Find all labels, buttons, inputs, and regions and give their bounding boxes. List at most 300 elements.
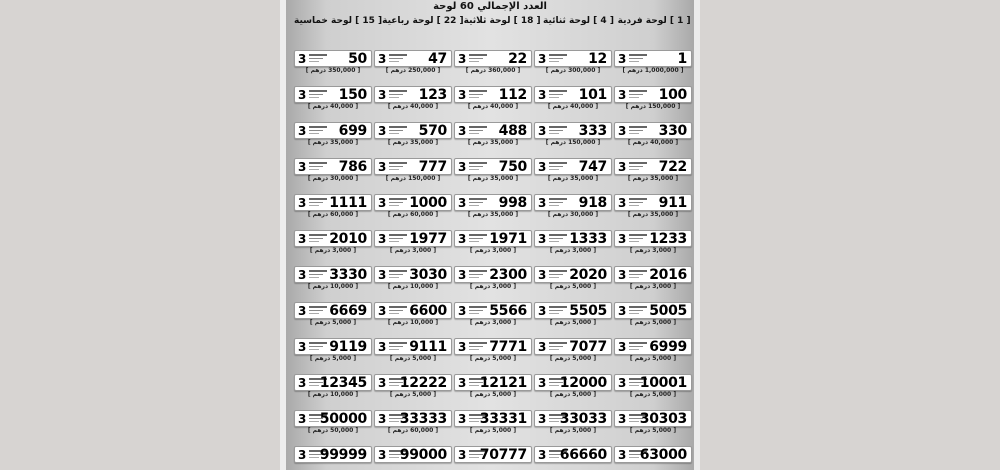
plate-price: [ 5,000 درهم ] xyxy=(549,283,597,290)
sharjah-emblem-icon xyxy=(469,89,489,101)
sharjah-emblem-icon xyxy=(389,269,409,281)
plate-price: [ 35,000 درهم ] xyxy=(387,139,439,146)
plate-code: 3 xyxy=(298,412,307,426)
sharjah-emblem-icon xyxy=(469,233,489,245)
plate-code: 3 xyxy=(538,88,547,102)
plate-code: 3 xyxy=(618,232,627,246)
sharjah-emblem-icon xyxy=(629,341,649,353)
plate-price: [ 10,000 درهم ] xyxy=(307,283,359,290)
sharjah-emblem-icon xyxy=(469,125,489,137)
plate-number: 112 xyxy=(498,87,527,103)
plate-number: 5505 xyxy=(569,303,607,319)
plate-price: [ 40,000 درهم ] xyxy=(627,139,679,146)
header-double: [ 4 ] لوحة ثنائية xyxy=(542,16,614,26)
license-plate xyxy=(454,230,532,247)
plate-cell xyxy=(614,158,692,180)
plate-code: 3 xyxy=(298,268,307,282)
license-plate xyxy=(614,302,692,319)
plate-number: 100 xyxy=(658,87,687,103)
plate-cell xyxy=(614,122,692,144)
plate-code: 3 xyxy=(538,268,547,282)
license-plate xyxy=(614,158,692,175)
plate-number: 6669 xyxy=(329,303,367,319)
plate-cell xyxy=(614,410,692,432)
plate-number: 1971 xyxy=(489,231,527,247)
sharjah-emblem-icon xyxy=(469,197,489,209)
plate-number: 333 xyxy=(578,123,607,139)
plate-cell xyxy=(454,122,532,144)
plate-cell xyxy=(534,230,612,252)
license-plate xyxy=(614,374,692,391)
plate-price: [ 10,000 درهم ] xyxy=(307,391,359,398)
plate-code: 3 xyxy=(538,52,547,66)
plate-cell xyxy=(294,86,372,108)
sharjah-emblem-icon xyxy=(549,89,569,101)
plate-cell xyxy=(294,374,372,396)
plate-cell xyxy=(534,158,612,180)
sharjah-emblem-icon xyxy=(309,233,329,245)
license-plate xyxy=(534,338,612,355)
plate-price: [ 40,000 درهم ] xyxy=(387,103,439,110)
plate-cell xyxy=(614,374,692,396)
plate-price: [ 40,000 درهم ] xyxy=(467,103,519,110)
plate-code: 3 xyxy=(538,232,547,246)
plate-price: [ 5,000 درهم ] xyxy=(549,355,597,362)
plate-code: 3 xyxy=(378,88,387,102)
license-plate xyxy=(534,374,612,391)
plate-price: [ 350,000 درهم ] xyxy=(305,67,361,74)
plates-grid xyxy=(294,50,692,468)
sharjah-emblem-icon xyxy=(629,269,649,281)
plate-code: 3 xyxy=(378,376,387,390)
sharjah-emblem-icon xyxy=(389,161,409,173)
license-plate xyxy=(614,230,692,247)
plate-price: [ 3,000 درهم ] xyxy=(469,247,517,254)
plate-price: [ 60,000 درهم ] xyxy=(387,427,439,434)
plate-price: [ 5,000 درهم ] xyxy=(629,319,677,326)
license-plate xyxy=(614,194,692,211)
license-plate xyxy=(294,302,372,319)
plate-cell xyxy=(534,266,612,288)
sharjah-emblem-icon xyxy=(309,161,329,173)
plate-code: 3 xyxy=(538,196,547,210)
sharjah-emblem-icon xyxy=(549,269,569,281)
license-plate xyxy=(374,158,452,175)
license-plate xyxy=(454,266,532,283)
plate-code: 3 xyxy=(298,160,307,174)
plate-code: 3 xyxy=(538,340,547,354)
plate-price: [ 5,000 درهم ] xyxy=(549,391,597,398)
plate-price: [ 50,000 درهم ] xyxy=(307,427,359,434)
license-plate xyxy=(294,266,372,283)
license-plate xyxy=(534,86,612,103)
plate-code: 3 xyxy=(618,160,627,174)
plate-cell xyxy=(534,86,612,108)
plate-price: [ 150,000 درهم ] xyxy=(385,175,441,182)
sharjah-emblem-icon xyxy=(309,89,329,101)
license-plate xyxy=(294,338,372,355)
plate-cell xyxy=(374,374,452,396)
plate-number: 2010 xyxy=(329,231,367,247)
plate-number: 50000 xyxy=(319,411,367,427)
plate-code: 3 xyxy=(378,304,387,318)
plate-price: [ 35,000 درهم ] xyxy=(547,175,599,182)
plate-code: 3 xyxy=(378,412,387,426)
plate-price: [ 35,000 درهم ] xyxy=(467,175,519,182)
header-triple: [ 18 ] لوحة ثلاثية xyxy=(463,16,541,26)
sharjah-emblem-icon xyxy=(549,341,569,353)
plate-code: 3 xyxy=(458,304,467,318)
sharjah-emblem-icon xyxy=(389,125,409,137)
sharjah-emblem-icon xyxy=(549,125,569,137)
plate-price: [ 35,000 درهم ] xyxy=(467,139,519,146)
plate-number: 33033 xyxy=(559,411,607,427)
plate-number: 699 xyxy=(338,123,367,139)
plate-number: 1111 xyxy=(329,195,367,211)
license-plate xyxy=(454,86,532,103)
plate-code: 3 xyxy=(378,196,387,210)
license-plate xyxy=(454,446,532,463)
plate-number: 150 xyxy=(338,87,367,103)
plate-number: 1977 xyxy=(409,231,447,247)
license-plate xyxy=(454,302,532,319)
license-plate xyxy=(374,410,452,427)
plate-price: [ 3,000 درهم ] xyxy=(549,247,597,254)
license-plate xyxy=(614,338,692,355)
plate-cell xyxy=(534,302,612,324)
plate-price: [ 40,000 درهم ] xyxy=(547,103,599,110)
category-headers xyxy=(294,16,692,32)
plate-price: [ 3,000 درهم ] xyxy=(469,283,517,290)
sharjah-emblem-icon xyxy=(469,161,489,173)
sharjah-emblem-icon xyxy=(309,269,329,281)
license-plate xyxy=(534,230,612,247)
plate-price: [ 5,000 درهم ] xyxy=(629,355,677,362)
license-plate xyxy=(374,230,452,247)
plate-cell xyxy=(454,230,532,252)
plate-cell xyxy=(374,446,452,468)
sharjah-emblem-icon xyxy=(549,197,569,209)
plate-number: 7771 xyxy=(489,339,527,355)
license-plate xyxy=(294,194,372,211)
license-plate xyxy=(454,374,532,391)
sharjah-emblem-icon xyxy=(629,305,649,317)
plate-code: 3 xyxy=(458,232,467,246)
license-plate xyxy=(614,122,692,139)
plate-number: 12121 xyxy=(479,375,527,391)
plate-price: [ 35,000 درهم ] xyxy=(307,139,359,146)
plate-number: 786 xyxy=(338,159,367,175)
plate-cell xyxy=(614,50,692,72)
plate-number: 12222 xyxy=(399,375,447,391)
plate-cell xyxy=(454,194,532,216)
plate-code: 3 xyxy=(618,304,627,318)
plate-code: 3 xyxy=(458,124,467,138)
license-plate xyxy=(454,194,532,211)
license-plate xyxy=(534,302,612,319)
license-plate xyxy=(534,194,612,211)
plate-code: 3 xyxy=(538,376,547,390)
plate-number: 2020 xyxy=(569,267,607,283)
plate-code: 3 xyxy=(298,52,307,66)
plate-price: [ 60,000 درهم ] xyxy=(307,211,359,218)
plate-price: [ 150,000 درهم ] xyxy=(625,103,681,110)
plate-code: 3 xyxy=(298,376,307,390)
license-plate xyxy=(534,122,612,139)
plate-number: 12 xyxy=(588,51,607,67)
plate-number: 5566 xyxy=(489,303,527,319)
plate-cell xyxy=(454,86,532,108)
plate-code: 3 xyxy=(618,52,627,66)
sharjah-emblem-icon xyxy=(309,197,329,209)
plate-code: 3 xyxy=(538,412,547,426)
license-plate xyxy=(374,374,452,391)
sharjah-emblem-icon xyxy=(629,161,649,173)
plate-code: 3 xyxy=(378,268,387,282)
plate-price: [ 5,000 درهم ] xyxy=(469,391,517,398)
plate-number: 722 xyxy=(658,159,687,175)
plate-cell xyxy=(534,374,612,396)
plate-price: [ 5,000 درهم ] xyxy=(629,427,677,434)
plate-price: [ 5,000 درهم ] xyxy=(389,355,437,362)
plate-number: 66660 xyxy=(559,447,607,463)
sharjah-emblem-icon xyxy=(389,341,409,353)
license-plate xyxy=(614,86,692,103)
plate-price: [ 3,000 درهم ] xyxy=(629,283,677,290)
license-plate xyxy=(374,302,452,319)
plate-code: 3 xyxy=(538,304,547,318)
plate-price: [ 30,000 درهم ] xyxy=(547,211,599,218)
plate-number: 12345 xyxy=(319,375,367,391)
plate-price: [ 3,000 درهم ] xyxy=(389,247,437,254)
total-count-title: العدد الإجمالي 60 لوحة xyxy=(433,1,547,12)
plate-code: 3 xyxy=(298,232,307,246)
license-plate xyxy=(374,446,452,463)
license-plate xyxy=(294,122,372,139)
plate-number: 2016 xyxy=(649,267,687,283)
plate-code: 3 xyxy=(618,268,627,282)
license-plate xyxy=(534,50,612,67)
plate-cell xyxy=(614,86,692,108)
plate-number: 123 xyxy=(418,87,447,103)
plate-number: 1000 xyxy=(409,195,447,211)
sharjah-emblem-icon xyxy=(389,53,409,65)
plate-number: 101 xyxy=(578,87,607,103)
plate-number: 747 xyxy=(578,159,607,175)
sharjah-emblem-icon xyxy=(629,233,649,245)
plate-code: 3 xyxy=(538,124,547,138)
plate-code: 3 xyxy=(618,340,627,354)
plate-code: 3 xyxy=(378,124,387,138)
header-quad: [ 22 ] لوحة رباعية xyxy=(382,16,464,26)
plate-number: 22 xyxy=(508,51,527,67)
plate-number: 50 xyxy=(348,51,367,67)
plate-price: [ 5,000 درهم ] xyxy=(389,391,437,398)
plate-code: 3 xyxy=(298,124,307,138)
sharjah-emblem-icon xyxy=(389,233,409,245)
plate-cell xyxy=(294,194,372,216)
plate-price: [ 35,000 درهم ] xyxy=(467,211,519,218)
license-plate xyxy=(294,158,372,175)
plate-cell xyxy=(294,230,372,252)
plate-number: 10001 xyxy=(639,375,687,391)
plate-price: [ 5,000 درهم ] xyxy=(469,427,517,434)
plate-number: 1 xyxy=(677,51,687,67)
plate-price: [ 5,000 درهم ] xyxy=(469,355,517,362)
license-plate xyxy=(614,50,692,67)
plate-number: 911 xyxy=(658,195,687,211)
plate-number: 3030 xyxy=(409,267,447,283)
plate-number: 918 xyxy=(578,195,607,211)
license-plate xyxy=(534,446,612,463)
plate-number: 7077 xyxy=(569,339,607,355)
plate-price: [ 1,000,000 درهم ] xyxy=(622,67,684,74)
plate-code: 3 xyxy=(378,448,387,462)
sharjah-emblem-icon xyxy=(469,269,489,281)
sharjah-emblem-icon xyxy=(469,53,489,65)
plate-code: 3 xyxy=(618,88,627,102)
plate-cell xyxy=(374,302,452,324)
plate-code: 3 xyxy=(458,88,467,102)
license-plate xyxy=(454,410,532,427)
plate-price: [ 10,000 درهم ] xyxy=(387,283,439,290)
plate-number: 1233 xyxy=(649,231,687,247)
sharjah-emblem-icon xyxy=(389,89,409,101)
sharjah-emblem-icon xyxy=(629,89,649,101)
plate-number: 33333 xyxy=(399,411,447,427)
plate-code: 3 xyxy=(458,160,467,174)
license-plate xyxy=(454,50,532,67)
plate-cell xyxy=(534,338,612,360)
plate-price: [ 30,000 درهم ] xyxy=(307,175,359,182)
license-plate xyxy=(374,338,452,355)
license-plate xyxy=(614,266,692,283)
plate-number: 330 xyxy=(658,123,687,139)
plate-code: 3 xyxy=(378,52,387,66)
plate-price: [ 40,000 درهم ] xyxy=(307,103,359,110)
license-plate xyxy=(534,158,612,175)
plate-code: 3 xyxy=(298,88,307,102)
plate-price: [ 35,000 درهم ] xyxy=(627,211,679,218)
license-plate xyxy=(374,122,452,139)
plate-number: 9111 xyxy=(409,339,447,355)
sharjah-emblem-icon xyxy=(629,197,649,209)
sharjah-emblem-icon xyxy=(469,341,489,353)
plate-price: [ 360,000 درهم ] xyxy=(465,67,521,74)
plate-code: 3 xyxy=(298,340,307,354)
plate-cell xyxy=(454,338,532,360)
plate-cell xyxy=(294,266,372,288)
plate-code: 3 xyxy=(458,52,467,66)
plate-cell xyxy=(374,122,452,144)
plate-cell xyxy=(534,50,612,72)
sharjah-emblem-icon xyxy=(629,125,649,137)
plate-price: [ 35,000 درهم ] xyxy=(627,175,679,182)
sharjah-emblem-icon xyxy=(549,161,569,173)
plate-code: 3 xyxy=(618,196,627,210)
plate-code: 3 xyxy=(538,448,547,462)
plate-number: 488 xyxy=(498,123,527,139)
license-plate xyxy=(534,410,612,427)
license-plate xyxy=(374,266,452,283)
sharjah-emblem-icon xyxy=(309,53,329,65)
plate-code: 3 xyxy=(378,232,387,246)
license-plate xyxy=(534,266,612,283)
plate-number: 70777 xyxy=(479,447,527,463)
plate-code: 3 xyxy=(378,160,387,174)
plate-cell xyxy=(374,338,452,360)
license-plate xyxy=(614,410,692,427)
plate-number: 6999 xyxy=(649,339,687,355)
plate-code: 3 xyxy=(618,448,627,462)
license-plate xyxy=(454,158,532,175)
sharjah-emblem-icon xyxy=(469,305,489,317)
plate-number: 47 xyxy=(428,51,447,67)
plate-number: 5005 xyxy=(649,303,687,319)
license-plate xyxy=(294,446,372,463)
plate-price: [ 300,000 درهم ] xyxy=(545,67,601,74)
plate-code: 3 xyxy=(298,304,307,318)
plate-code: 3 xyxy=(298,196,307,210)
header-single: [ 1 ] لوحة فردية xyxy=(617,16,691,26)
plate-number: 750 xyxy=(498,159,527,175)
plate-code: 3 xyxy=(618,412,627,426)
license-plate xyxy=(294,374,372,391)
plate-cell xyxy=(454,158,532,180)
plate-price: [ 5,000 درهم ] xyxy=(309,319,357,326)
license-plate xyxy=(614,446,692,463)
plate-number: 6600 xyxy=(409,303,447,319)
plate-number: 99000 xyxy=(399,447,447,463)
plate-cell xyxy=(614,338,692,360)
plate-cell xyxy=(534,410,612,432)
plate-code: 3 xyxy=(458,412,467,426)
plate-cell xyxy=(614,266,692,288)
sharjah-emblem-icon xyxy=(389,305,409,317)
plate-cell xyxy=(374,230,452,252)
plate-number: 9119 xyxy=(329,339,367,355)
plate-number: 12000 xyxy=(559,375,607,391)
plate-cell xyxy=(614,446,692,468)
plate-cell xyxy=(294,446,372,468)
license-plate xyxy=(454,338,532,355)
plate-cell xyxy=(454,50,532,72)
plate-price: [ 3,000 درهم ] xyxy=(629,247,677,254)
plate-cell xyxy=(374,158,452,180)
plate-number: 63000 xyxy=(639,447,687,463)
plate-number: 3330 xyxy=(329,267,367,283)
sharjah-emblem-icon xyxy=(389,197,409,209)
sharjah-emblem-icon xyxy=(629,53,649,65)
plate-number: 30303 xyxy=(639,411,687,427)
plate-code: 3 xyxy=(618,124,627,138)
plate-code: 3 xyxy=(538,160,547,174)
header-quint: [ 15 ] لوحة خماسية xyxy=(293,16,383,26)
plate-price: [ 5,000 درهم ] xyxy=(629,391,677,398)
plate-price: [ 60,000 درهم ] xyxy=(387,211,439,218)
sharjah-emblem-icon xyxy=(309,305,329,317)
plate-cell xyxy=(614,194,692,216)
plate-code: 3 xyxy=(458,268,467,282)
plate-price: [ 5,000 درهم ] xyxy=(309,355,357,362)
plate-code: 3 xyxy=(378,340,387,354)
plate-cell xyxy=(454,446,532,468)
plate-cell xyxy=(454,302,532,324)
plate-cell xyxy=(374,86,452,108)
plate-number: 777 xyxy=(418,159,447,175)
plate-cell xyxy=(534,122,612,144)
plate-code: 3 xyxy=(458,340,467,354)
